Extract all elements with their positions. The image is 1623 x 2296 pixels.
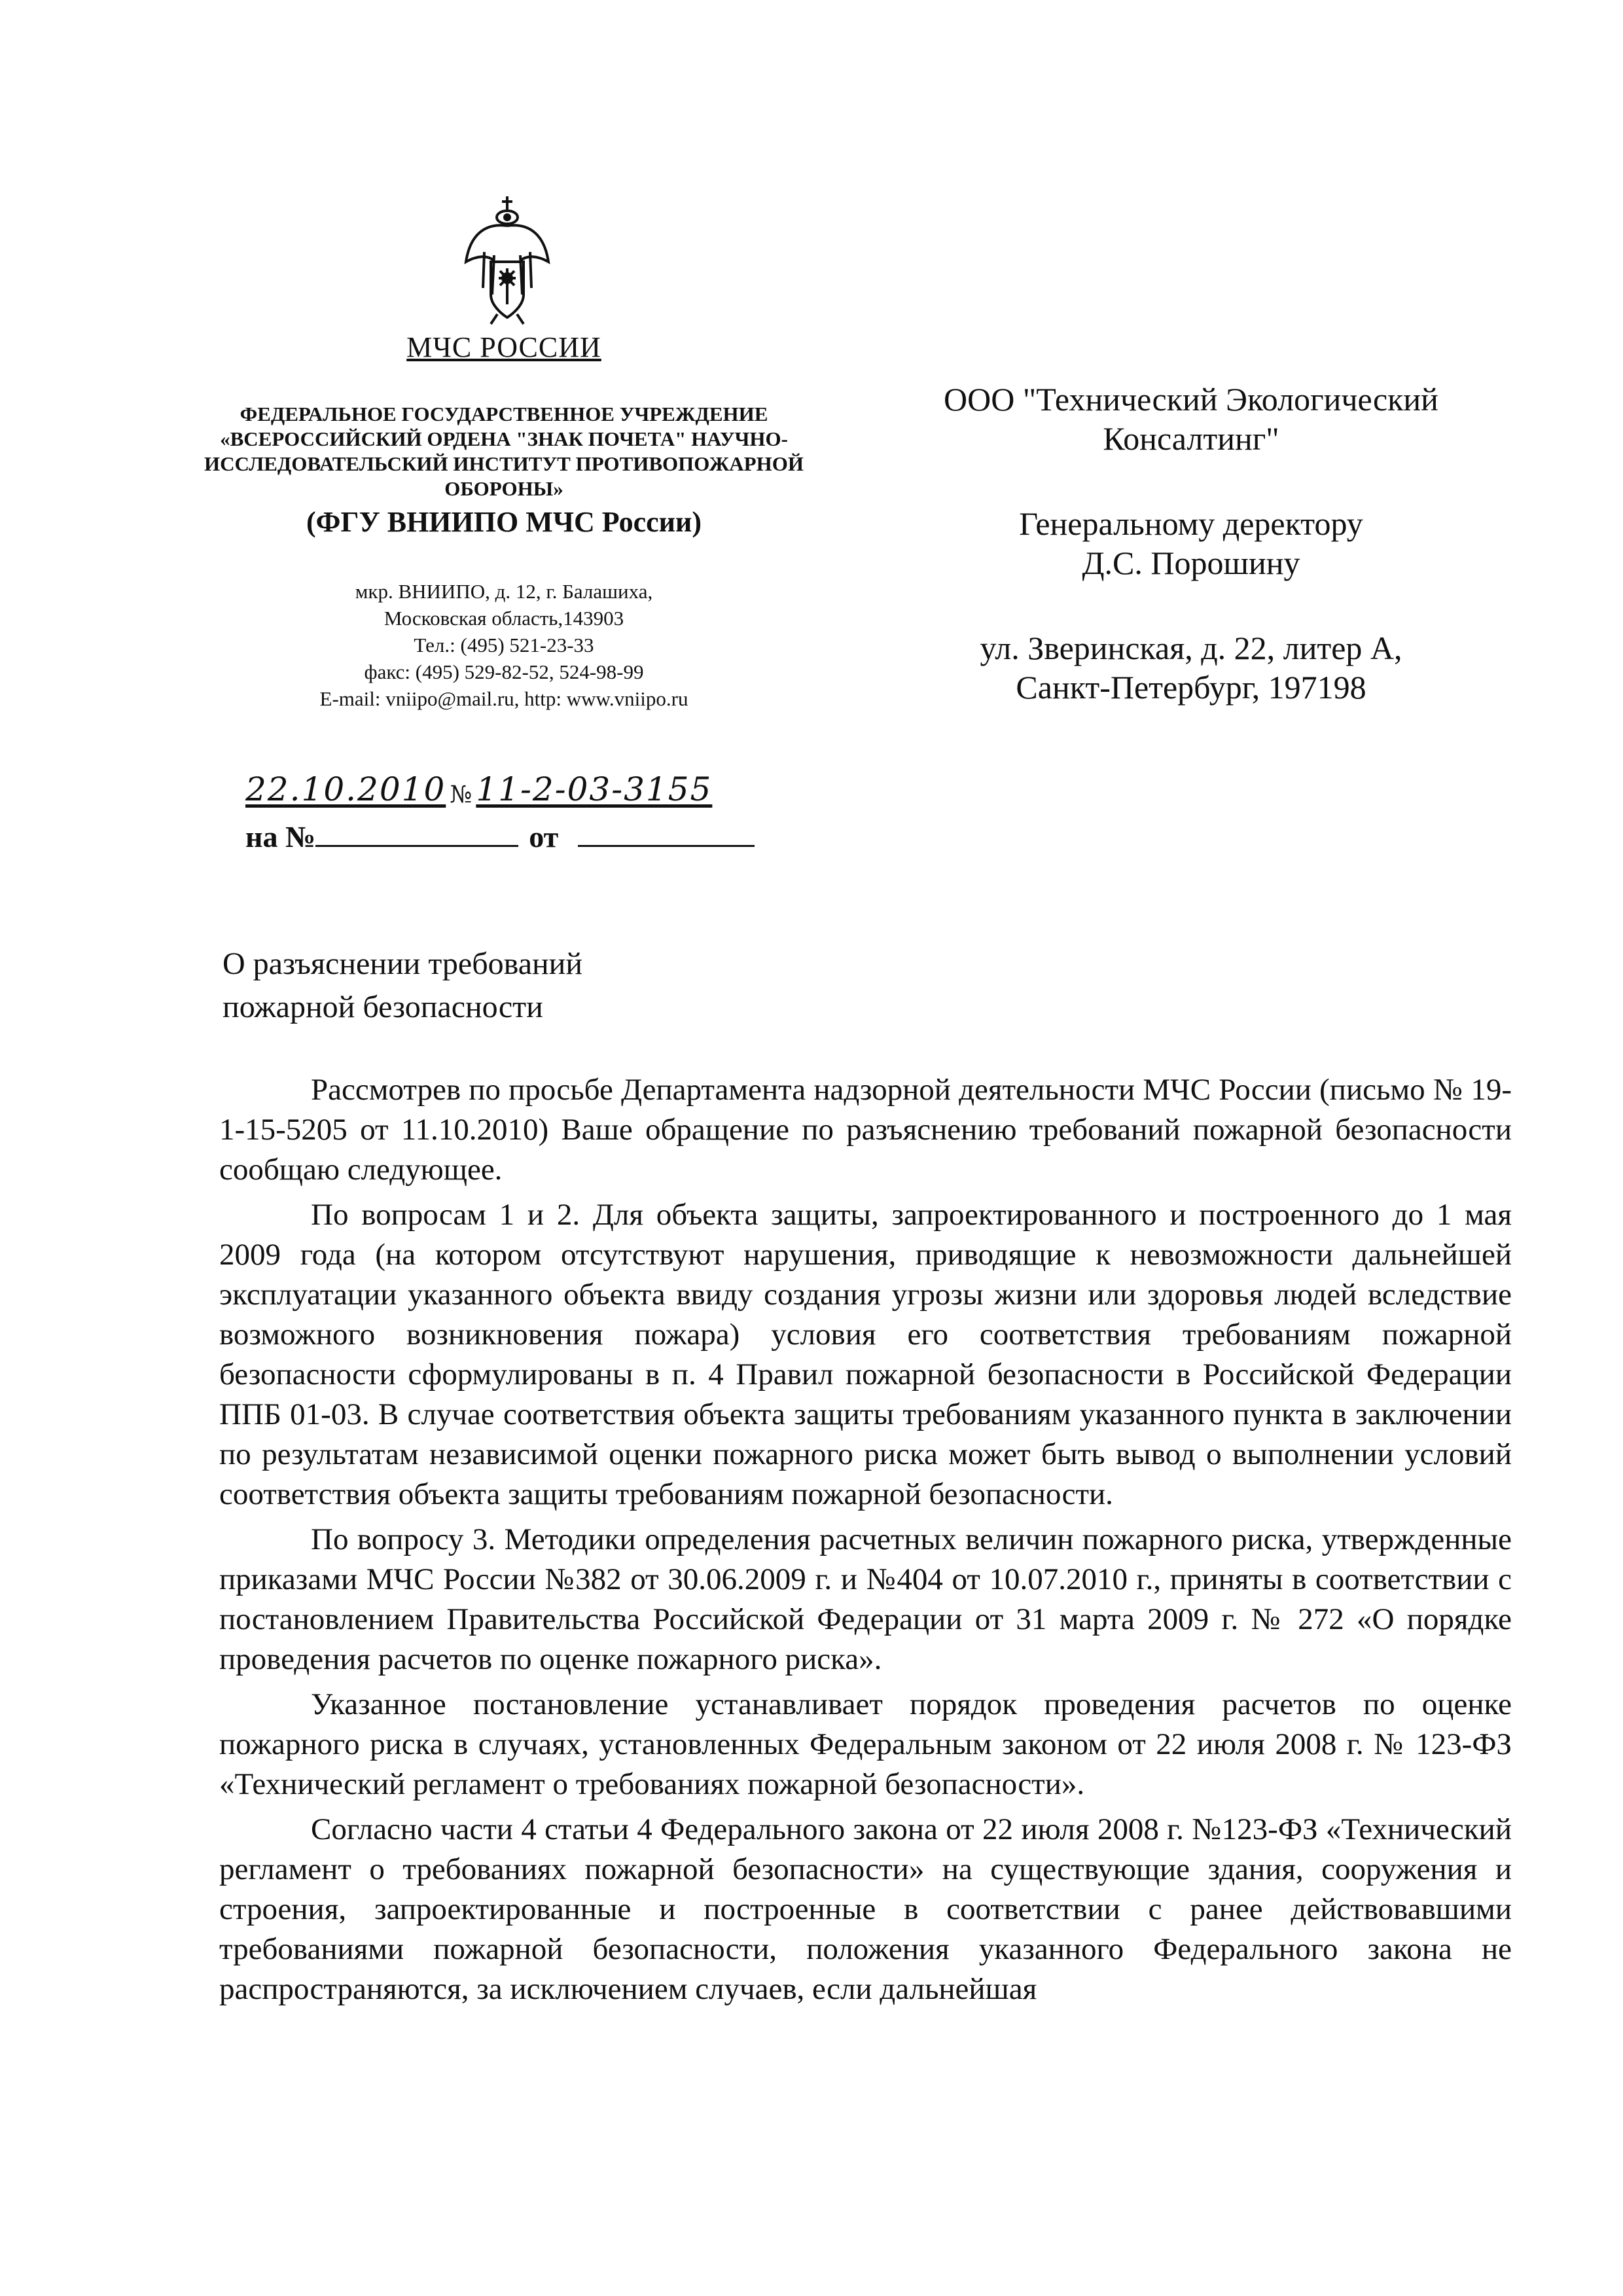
ref-date-blank xyxy=(578,821,755,847)
body-paragraph: Указанное постановление устанавливает порядок проведения расчетов по оценке пожарного риска в случаях, установленных Федеральным законом от 22 июля 2008 г. № 123-ФЗ «Технический регламент о требованиях пожарной безопасности». xyxy=(219,1687,1512,1801)
addressee-city: Санкт-Петербург, 197198 xyxy=(1016,669,1366,706)
outgoing-reference xyxy=(245,762,712,808)
organization-full-name: ФЕДЕРАЛЬНОЕ ГОСУДАРСТВЕННОЕ УЧРЕЖДЕНИЕ «ВСЕРОССИЙСКИЙ ОРДЕНА "ЗНАК ПОЧЕТА" НАУЧНО-ИССЛЕДОВАТЕЛЬСКИЙ ИНСТИТУТ ПРОТИВОПОЖАРНОЙ ОБОРОНЫ» xyxy=(204,403,804,500)
sender-contacts xyxy=(190,578,818,712)
body-paragraph: По вопросам 1 и 2. Для объекта защиты, запроектированного и построенного до 1 мая 2009 года (на котором отсутствуют нарушения, приводящие к невозможности дальнейшей эксплуатации указанного объекта ввиду создания угрозы жизни или здоровья людей вследствие возможного возникновения пожара) условия его соответствия требованиям пожарной безопасности сформулированы в п. 4 Правил пожарной безопасности в Российской Федерации ППБ 01-03. В случае соответствия объекта защиты требованиям указанного пункта в заключении по результатам независимой оценки пожарного риска может быть вывод о выполнении условий соответствия объекта защиты требованиям пожарной безопасности. xyxy=(219,1198,1512,1511)
letter-body xyxy=(219,1070,1512,2015)
subject-line2: пожарной безопасности xyxy=(223,990,543,1024)
addressee-street: ул. Зверинская, д. 22, литер А, xyxy=(980,630,1402,666)
letter-subject xyxy=(223,942,582,1029)
handwritten-number: 11-2-03-3155 xyxy=(476,770,713,808)
sender-email: E-mail: vniipo@mail.ru, http: www.vniipo.ru xyxy=(319,687,688,710)
sender-phone: Тел.: (495) 521-23-33 xyxy=(414,634,594,656)
ref-date-label: от xyxy=(529,820,559,853)
mchs-emblem-icon xyxy=(458,190,556,327)
sender-address-line1: мкр. ВНИИПО, д. 12, г. Балашиха, xyxy=(355,580,653,603)
ref-number-blank xyxy=(315,821,518,847)
incoming-reference xyxy=(245,819,755,854)
body-paragraph: По вопросу 3. Методики определения расчетных величин пожарного риска, утвержденные приказами МЧС России №382 от 30.06.2009 г. и №404 от 10.07.2010 г., приняты в соответствии с постановлением Правительства Российской Федерации от 31 марта 2009 г. № 272 «О порядке проведения расчетов по оценке пожарного риска». xyxy=(219,1522,1512,1676)
body-paragraph: Рассмотрев по просьбе Департамента надзорной деятельности МЧС России (письмо № 19-1-15-5205 от 11.10.2010) Ваше обращение по разъяснению требований пожарной безопасности сообщаю следующее. xyxy=(219,1073,1512,1187)
sender-address-line2: Московская область,143903 xyxy=(383,607,624,630)
subject-line1: О разъяснении требований xyxy=(223,946,583,981)
number-sign: № xyxy=(450,781,473,808)
addressee-block xyxy=(903,380,1479,707)
body-paragraph: Согласно части 4 статьи 4 Федерального закона от 22 июля 2008 г. №123-ФЗ «Технический регламент о требованиях пожарной безопасности» на существующие здания, сооружения и строения, запроектированные и построенные в соответствии с ранее действовавшими требованиями пожарной безопасности, положения указанного Федерального закона не распространяются, за исключением случаев, если дальнейшая xyxy=(219,1812,1512,2006)
handwritten-date: 22.10.2010 xyxy=(245,770,446,808)
addressee-company-line2: Консалтинг" xyxy=(1103,420,1279,457)
organization-short-name: (ФГУ ВНИИПО МЧС России) xyxy=(306,506,702,538)
ref-number-label: на № xyxy=(245,820,316,853)
addressee-position: Генеральному деректору xyxy=(1019,505,1363,542)
sender-block xyxy=(190,331,818,712)
addressee-name: Д.С. Порошину xyxy=(1082,545,1300,581)
addressee-company-line1: ООО "Технический Экологический xyxy=(944,381,1438,418)
sender-fax: факс: (495) 529-82-52, 524-98-99 xyxy=(364,660,644,683)
ministry-name: МЧС РОССИИ xyxy=(406,331,601,363)
